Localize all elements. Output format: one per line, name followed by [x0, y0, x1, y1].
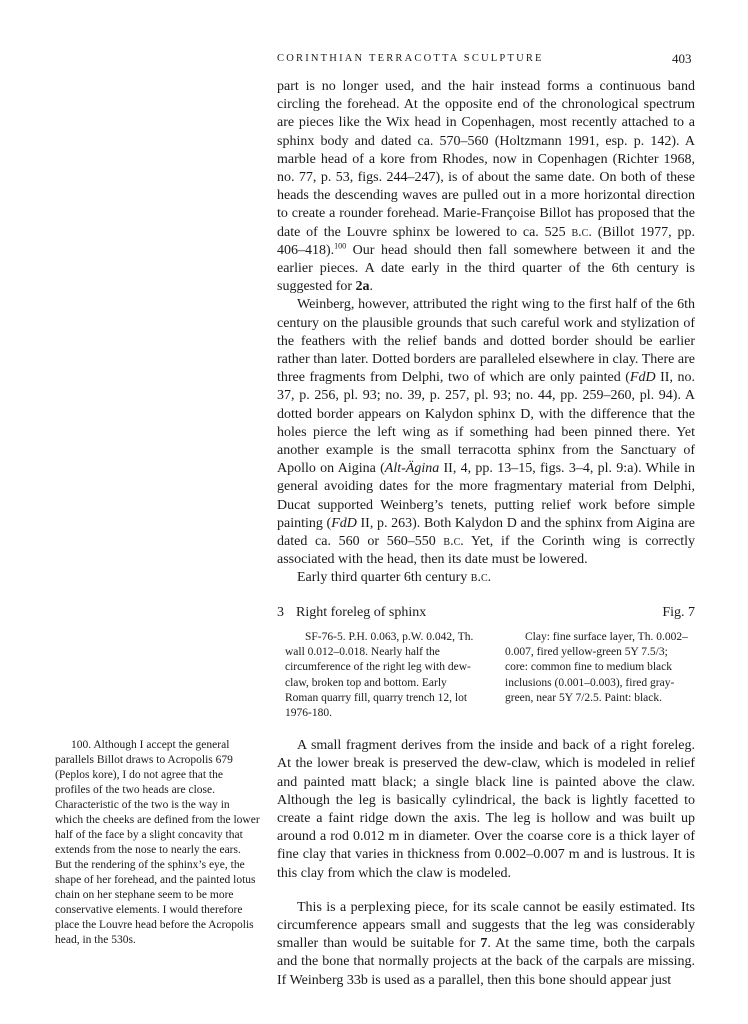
era-abbrev: b.c. [443, 534, 464, 550]
paragraph-1 [277, 78, 695, 296]
paragraph-2 [277, 296, 695, 569]
paragraph-5 [277, 899, 695, 990]
citation: (Billot 1977, pp. 406–418). [277, 224, 695, 258]
date-line-text: Early third quarter 6th century [297, 570, 471, 586]
entry-title: Right foreleg of sphinx [296, 604, 427, 620]
abbrev-alt-agina: Alt-Ägina [384, 461, 440, 477]
paragraph-4: A small fragment derives from the inside and back of a right foreleg. At the lower break is preserved the dew-claw, which is modeled in relief and painted matt black; a single black line is painted above the claw. Although the leg is basically cylindrical, the back is lightly facetted to create a faint ridge down the axis. The leg is hollow and was built up around a rod 0.012 m in diameter. Over the coarse core is a thick layer of fine clay that varies in thickness from 0.002–0.007 m and is lustrous. It is this clay from which the claw is modeled. [277, 738, 695, 881]
catalog-left-column [285, 630, 481, 721]
catalog-right-text: Clay: fine surface layer, Th. 0.002–0.007, fired yellow-green 5Y 7.5/3; core: common fine to medium black inclusions (0.001–0.003), fired gray-green, near 5Y 7/2.5. Paint: black. [505, 630, 688, 704]
catalog-ref: 7 [480, 936, 488, 952]
abbrev-fdd: FdD [629, 370, 656, 386]
running-head: CORINTHIAN TERRACOTTA SCULPTURE [277, 53, 544, 64]
paragraph-2-text-e: Yet, if the Corinth wing is correctly associated with the head, then its date must be lowered. [277, 534, 695, 568]
footnote-100: 100. Although I accept the general parallels Billot draws to Acropolis 679 (Peplos kore), I do not agree that the profiles of the two heads are close. Characteristic of the two is the way in which the cheeks are defined from the lower half of the face by a slight concavity that extends from the nose to nearly the ears. But the rendering of the sphinx’s eye, the shape of her forehead, and the painted lotus chain on her stephane seem to be more conservative elements. I would therefore place the Louvre head before the Acropolis head, in the 530s. [55, 739, 260, 946]
main-text-column [277, 78, 695, 990]
catalog-details [277, 630, 695, 721]
catalog-entry-heading [277, 604, 695, 622]
era-abbrev: b.c. [470, 570, 492, 586]
paragraph-1-text: part is no longer used, and the hair instead forms a continuous band circling the forehead. At the opposite end of the chronological spectrum are pieces like the Wix head in Copenhagen, most recently attached to a sphinx body and dated ca. 570–560 (Holtzmann 1991, esp. p. 142). A marble head of a kore from Rhodes, now in Copenhagen (Richter 1968, no. 77, p. 53, figs. 244–247), is of about the same date. On both of these heads the descending waves are pulled out in a more horizontal direction to create a rounder forehead. Marie-Françoise Billot has proposed that the date of the Louvre sphinx be lowered to ca. 525 [277, 79, 695, 240]
paragraph-2-text-c: II, 4, pp. 13–15, figs. 3–4, pl. 9:a). While in general avoiding dates for the more fragmentary material from Delphi, Ducat supported Weinberg’s tenets, putting relief work before simple painting ( [277, 461, 695, 531]
paragraph-1-tail: Our head should then fall somewhere between it and the earlier pieces. A date early in the third quarter of the 6th century is suggested for [277, 242, 695, 295]
catalog-left-text: SF-76-5. P.H. 0.063, p.W. 0.042, Th. wall 0.012–0.018. Nearly half the circumference of the right leg with dew-claw, broken top and bottom. Early Roman quarry fill, quarry trench 12, lot 1976-180. [285, 630, 474, 719]
entry-number: 3 [277, 604, 284, 620]
period: . [369, 279, 374, 295]
paragraph-2-text-a: Weinberg, however, attributed the right wing to the first half of the 6th century on the plausible grounds that such careful work and stylization of the feathers with the relief bands and dotted border should be earlier rather than later. Dotted borders are paralleled elsewhere in clay. There are three fragments from Delphi, two of which are only painted ( [277, 297, 695, 386]
catalog-ref: 2a [355, 279, 370, 295]
date-line [277, 569, 695, 587]
paragraph-5-text-a: This is a perplexing piece, for its scale cannot be easily estimated. Its circumference appears small and suggests that the leg was considerably smaller than would be suitable for [277, 899, 695, 952]
page-number: 403 [672, 51, 692, 66]
paragraph-2-text-b: II, no. 37, p. 256, pl. 93; no. 39, p. 257, pl. 93; no. 44, pp. 259–260, pl. 94). A dotted border appears on Kalydon sphinx D, with the difference that the holes pierce the left wing as if something had been pinned there. Yet another example is the small terracotta sphinx from the Sanctuary of Apollo on Aigina ( [277, 370, 695, 477]
paragraph-2-text-d: II, p. 263). Both Kalydon D and the sphinx from Aigina are dated ca. 560 or 560–550 [277, 515, 696, 550]
paragraph-5-text-b: . At the same time, both the carpals and the bone that normally projects at the back of the carpals are missing. If Weinberg 33b is used as a parallel, then this bone should appear just [277, 936, 695, 988]
figure-ref[interactable]: Fig. 7 [662, 604, 695, 620]
era-abbrev: b.c. [571, 224, 592, 240]
abbrev-fdd: FdD [331, 515, 357, 531]
footnote-marker[interactable]: 100 [334, 241, 347, 251]
catalog-right-column [505, 630, 691, 721]
footnote [55, 738, 260, 948]
